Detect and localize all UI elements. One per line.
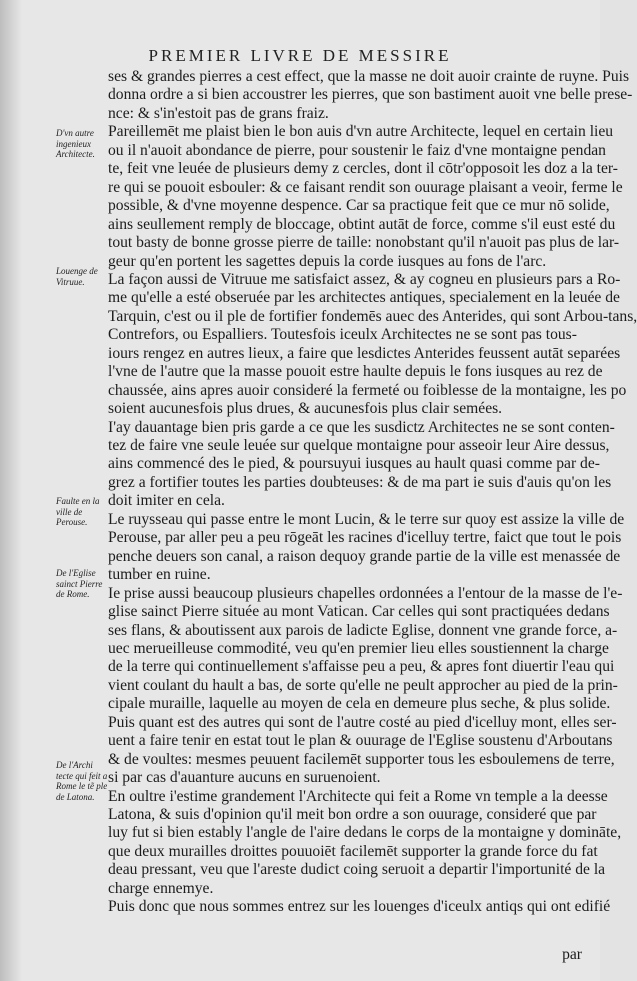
text-line: soient aucunesfois plus drues, & aucunesfois plus clair semées.	[108, 400, 503, 418]
text-line: ains commencé des le pied, & poursuyui iusques au hault quasi comme par de-	[108, 455, 600, 473]
text-line: grez a fortifier toutes les parties doubteuses: & de ma part ie suis d'auis qu'on les	[108, 473, 612, 491]
text-line: que deux murailles droittes pouuoiēt facilemēt supporter la grande force du fat	[108, 842, 598, 860]
text-line: si par cas d'auanture aucuns en suruenoient.	[108, 769, 381, 787]
text-line: penche deuers son canal, a raison dequoy grande partie de la ville est menassée de	[108, 547, 621, 565]
running-head: PREMIER LIVRE DE MESSIRE	[148, 46, 452, 65]
text-line: chaussée, ains apres auoir consideré la fermeté ou foiblesse de la montaigne, les po	[108, 381, 627, 399]
text-line: Tarquin, c'est ou il ple de fortifier fondemēs auec des Anterides, qui sont Arbou-tans,	[108, 307, 637, 325]
text-line: vient coulant du hault a bas, de sorte qu'elle ne peult approcher au pied de la prin-	[108, 676, 618, 694]
margin-note: De l'Eglise sainct Pierre de Rome.	[56, 568, 103, 599]
margin-note: Faulte en la ville de Perouse.	[56, 496, 100, 527]
margin-note: Louenge de Vitruue.	[56, 266, 98, 287]
text-line: te, feit vne leuée de plusieurs demy z cercles, dont il cōtr'opposoit les doz a la ter-	[108, 160, 618, 178]
text-line: glise sainct Pierre située au mont Vatican. Car celles qui sont practiquées dedans	[108, 603, 610, 621]
text-line: deau pressant, veu que l'areste dudict coing seruoit a departir l'importunité de la	[108, 861, 606, 879]
text-line: ses & grandes pierres a cest effect, que la masse ne doit auoir crainte de ruyne. Puis	[108, 68, 630, 85]
text-line: ains seullement remply de bloccage, obtint autāt de force, comme s'il eust esté du	[108, 215, 616, 233]
page-gutter-shadow	[0, 0, 22, 981]
text-line: tumber en ruine.	[108, 566, 211, 584]
margin-note: De l'Archi tecte qui feit a Rome le tẽ ple de Latona.	[56, 760, 108, 802]
text-line: nce: & s'in'estoit pas de grans fraiz.	[108, 104, 329, 122]
text-line: geur qu'en portent les sagettes depuis la corde iusques au fons de l'arc.	[108, 252, 547, 270]
text-line: de la terre qui continuellement s'affaisse peu a peu, & apres font diuertir l'eau qui	[108, 658, 615, 676]
text-line: uec merueilleuse commodité, veu qu'en premier lieu elles soustiennent la charge	[108, 639, 609, 657]
text-line: I'ay dauantage bien pris garde a ce que les susdictz Architectes ne se sont conten-	[108, 418, 615, 436]
text-line: donna ordre a si bien accoustrer les pierres, que son bastiment auoit vne belle prese-	[108, 86, 633, 104]
text-line: l'vne de l'autre que la masse pouoit estre haulte depuis le fons iusques au rez de	[108, 363, 603, 381]
text-line: doit imiter en cela.	[108, 492, 225, 510]
text-line: Puis quant est des autres qui sont de l'autre costé au pied d'icelluy mont, elles ser-	[108, 713, 617, 731]
text-line: Le ruysseau qui passe entre le mont Lucin, & le terre sur quoy est assize la ville de	[108, 510, 625, 528]
catchword: par	[562, 946, 582, 963]
text-line: Puis donc que nous sommes entrez sur les louenges d'iceulx antiqs qui ont edifié	[108, 898, 611, 916]
text-line: & de voultes: mesmes peuuent facilemēt supporter tous les esboulemens de terre,	[108, 750, 615, 768]
margin-note: D'vn autre ingenieux Architecte.	[56, 128, 95, 159]
text-line: ses flans, & aboutissent aux parois de ladicte Eglise, donnent vne grande force, a-	[108, 621, 618, 639]
text-line: Perouse, par aller peu a peu rōgeāt les racines d'icelluy tertre, faict que tout le pois	[108, 529, 622, 547]
text-line: Pareillemēt me plaist bien le bon auis d'vn autre Architecte, lequel en certain lieu	[108, 123, 614, 141]
text-line: ou il n'auoit abondance de pierre, pour soustenir le faiz d'vne montaigne pendan	[108, 141, 606, 159]
text-line: re qui se pouoit esbouler: & ce faisant rendit son ouurage plaisant a veoir, ferme le	[108, 178, 623, 196]
text-line: Ie prise aussi beaucoup plusieurs chapelles ordonnées a l'entour de la masse de l'e-	[108, 584, 623, 602]
text-line: En oultre i'estime grandement l'Architecte qui feit a Rome vn temple a la deesse	[108, 787, 608, 805]
text-line: possible, & d'vne moyenne despence. Car sa practique feit que ce mur nō solide,	[108, 197, 610, 215]
text-line: tout basty de bonne grosse pierre de taille: nonobstant qu'il n'auoit pas plus de lar-	[108, 234, 620, 252]
text-line: luy fut si bien estably l'angle de l'aire dedans le corps de la montaigne y domināte,	[108, 824, 622, 842]
text-line: iours rengez en autres lieux, a faire que lesdictes Anterides feussent autāt separées	[108, 344, 621, 362]
text-line: Contrefors, ou Espalliers. Toutesfois iceulx Architectes ne se sont pas tous-	[108, 326, 577, 344]
text-line: me qu'elle a esté obseruée par les architectes antiques, specialement en la leuée de	[108, 289, 620, 307]
text-line: Latona, & suis d'opinion qu'il meit bon ordre a son ouurage, consideré que par	[108, 806, 597, 823]
text-line: uent a faire tenir en estat tout le plan & ouurage de l'Eglise soustenu d'Arboutans	[108, 732, 613, 750]
text-line: tez de faire vne seule leuée sur quelque montaigne pour asseoir leur Aire dessus,	[108, 437, 610, 454]
text-line: La façon aussi de Vitruue me satisfaict assez, & ay cogneu en plusieurs pars a Ro-	[108, 270, 621, 288]
text-line: cipale muraille, laquelle au moyen de cela en demeure plus seche, & plus solide.	[108, 695, 611, 713]
text-line: charge ennemye.	[108, 879, 214, 897]
